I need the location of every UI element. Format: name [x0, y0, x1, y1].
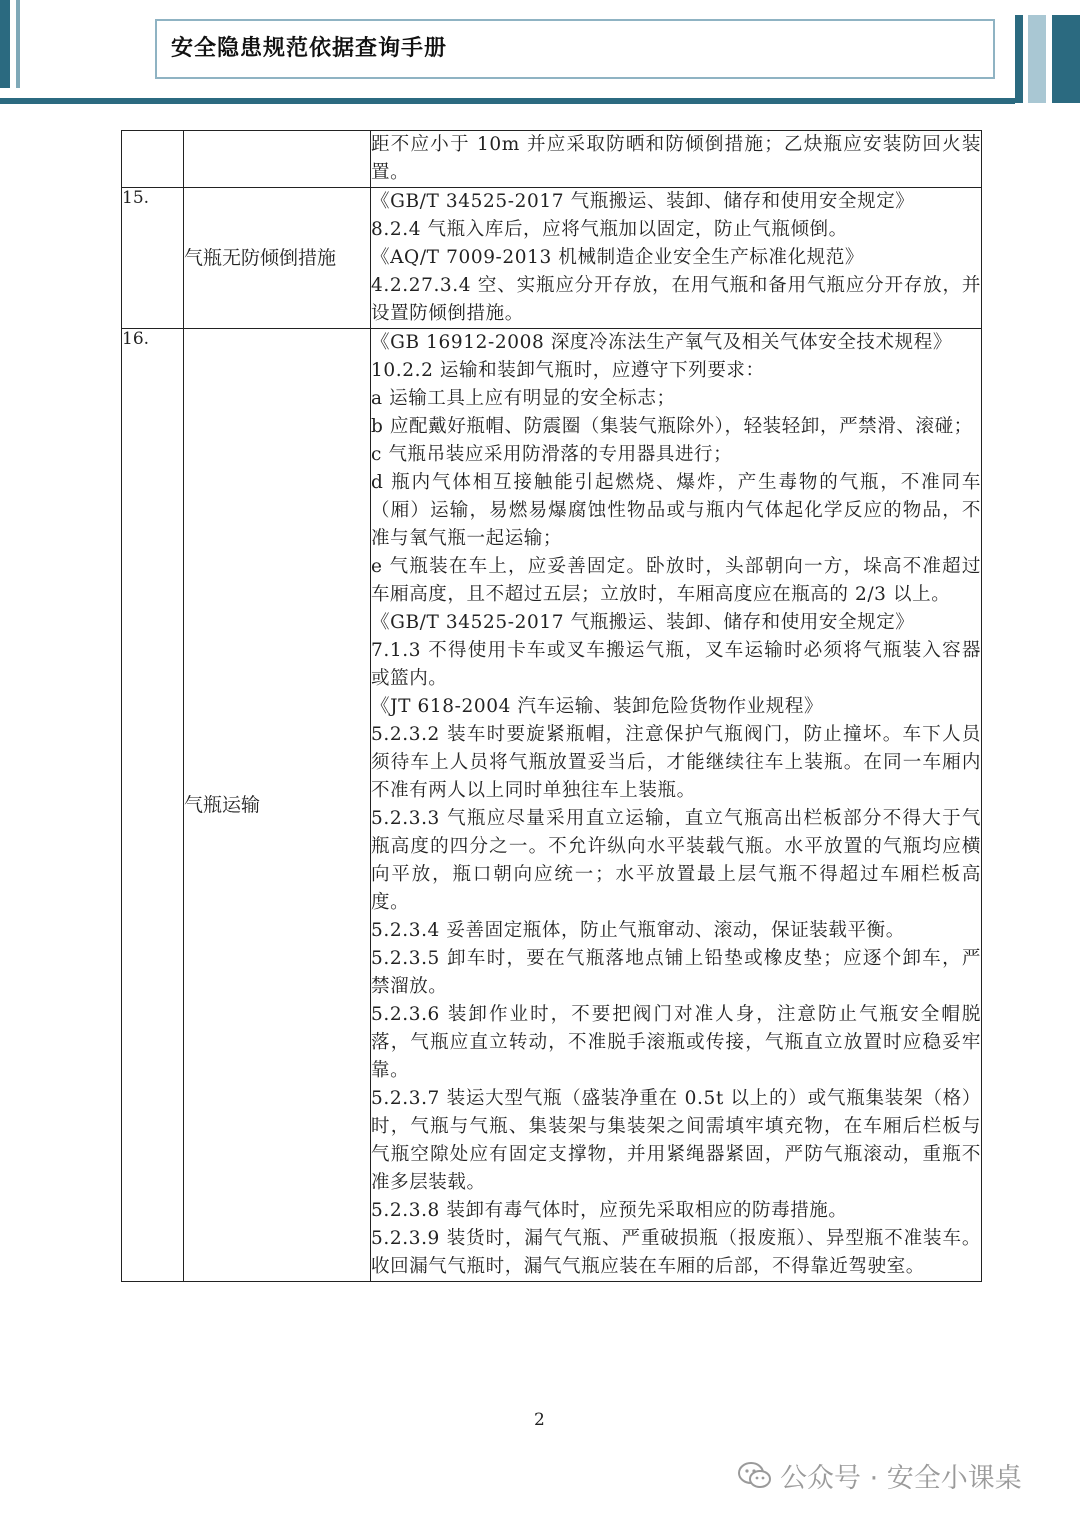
header-decor-bar: [1028, 15, 1046, 103]
header-decor-bar: [1052, 15, 1080, 103]
regulation-line: 5.2.3.8 装卸有毒气体时，应预先采取相应的防毒措施。: [371, 1200, 848, 1221]
regulation-text: [371, 131, 982, 188]
regulation-line: c 气瓶吊装应采用防滑落的专用器具进行；: [371, 444, 733, 465]
regulation-line: b 应配戴好瓶帽、防震圈（集装气瓶除外），轻装轻卸，严禁滑、滚碰；: [371, 416, 973, 437]
table-row: [122, 131, 982, 188]
table-row: [122, 188, 982, 329]
regulation-line: 《AQ/T 7009-2013 机械制造企业安全生产标准化规范》: [371, 247, 864, 268]
regulation-line: a 运输工具上应有明显的安全标志；: [371, 388, 676, 409]
regulation-line: 5.2.3.2 装车时要旋紧瓶帽，注意保护气瓶阀门，防止撞坏。车下人员须待车上人员将气瓶放置妥当后，才能继续往车上装瓶。在同一车厢内不准有两人以上同时单独往车上装瓶。: [371, 724, 981, 801]
wechat-icon: [738, 1461, 772, 1491]
row-number: 16.: [122, 329, 184, 1282]
regulation-line: 10.2.2 运输和装卸气瓶时，应遵守下列要求：: [371, 360, 765, 381]
regulation-text: [371, 329, 982, 1282]
regulation-line: e 气瓶装在车上，应妥善固定。卧放时，头部朝向一方，垛高不准超过车厢高度，且不超过五层；立放时，车厢高度应在瓶高的 2/3 以上。: [371, 556, 982, 605]
regulation-line: 5.2.3.6 装卸作业时，不要把阀门对准人身，注意防止气瓶安全帽脱落，气瓶应直立转动，不准脱手滚瓶或传接，气瓶直立放置时应稳妥牢靠。: [371, 1004, 981, 1081]
header-decor-bar: [1015, 15, 1023, 103]
hazard-name: [184, 131, 371, 188]
watermark: [738, 1456, 1022, 1495]
regulation-line: d 瓶内气体相互接触能引起燃烧、爆炸，产生毒物的气瓶，不准同车（厢）运输，易燃易爆腐蚀性物品或与瓶内气体起化学反应的物品，不准与氧气瓶一起运输；: [371, 472, 981, 549]
regulation-table: [121, 130, 982, 1282]
hazard-name: 气瓶运输: [184, 329, 371, 1282]
regulation-line: 5.2.3.5 卸车时，要在气瓶落地点铺上铅垫或橡皮垫；应逐个卸车，严禁溜放。: [371, 948, 981, 997]
regulation-line: 《GB/T 34525-2017 气瓶搬运、装卸、储存和使用安全规定》: [371, 191, 915, 212]
regulation-line: 7.1.3 不得使用卡车或叉车搬运气瓶，叉车运输时必须将气瓶装入容器或篮内。: [371, 640, 981, 689]
regulation-text: [371, 188, 982, 329]
row-number: [122, 131, 184, 188]
regulation-line: 8.2.4 气瓶入库后，应将气瓶加以固定，防止气瓶倾倒。: [371, 219, 848, 240]
regulation-line: 5.2.3.9 装货时，漏气气瓶、严重破损瓶（报废瓶）、异型瓶不准装车。收回漏气气瓶时，漏气气瓶应装在车厢的后部，不得靠近驾驶室。: [371, 1228, 981, 1277]
regulation-line: 5.2.3.3 气瓶应尽量采用直立运输，直立气瓶高出栏板部分不得大于气瓶高度的四分之一。不允许纵向水平装载气瓶。水平放置的气瓶均应横向平放，瓶口朝向应统一；水平放置最上层气瓶不得超过车厢栏板高度。: [371, 808, 981, 913]
regulation-line: 5.2.3.7 装运大型气瓶（盛装净重在 0.5t 以上的）或气瓶集装架（格）时，气瓶与气瓶、集装架与集装架之间需填牢填充物，在车厢后栏板与气瓶空隙处应有固定支撑物，并用紧绳器紧固，严防气瓶滚动，重瓶不准多层装载。: [371, 1088, 981, 1193]
header-title-box: [155, 19, 995, 79]
document-title: 安全隐患规范依据查询手册: [171, 36, 448, 61]
header-rule: [0, 98, 1015, 104]
regulation-line: 《JT 618-2004 汽车运输、装卸危险货物作业规程》: [371, 696, 824, 717]
header-decor-bar: [0, 0, 10, 88]
hazard-name: 气瓶无防倾倒措施: [184, 188, 371, 329]
row-number: 15.: [122, 188, 184, 329]
header-decor-bar: [16, 0, 20, 88]
regulation-line: 《GB 16912-2008 深度冷冻法生产氧气及相关气体安全技术规程》: [371, 332, 952, 353]
watermark-text: 公众号 · 安全小课桌: [780, 1463, 1022, 1494]
regulation-line: 《GB/T 34525-2017 气瓶搬运、装卸、储存和使用安全规定》: [371, 612, 915, 633]
regulation-line: 距不应小于 10m 并应采取防晒和防倾倒措施；乙炔瓶应安装防回火装置。: [371, 134, 981, 183]
regulation-line: 5.2.3.4 妥善固定瓶体，防止气瓶窜动、滚动，保证装载平衡。: [371, 920, 905, 941]
regulation-line: 4.2.27.3.4 空、实瓶应分开存放，在用气瓶和备用气瓶应分开存放，并设置防倾倒措施。: [371, 275, 981, 324]
table-row: [122, 329, 982, 1282]
page-number: 2: [534, 1410, 545, 1430]
